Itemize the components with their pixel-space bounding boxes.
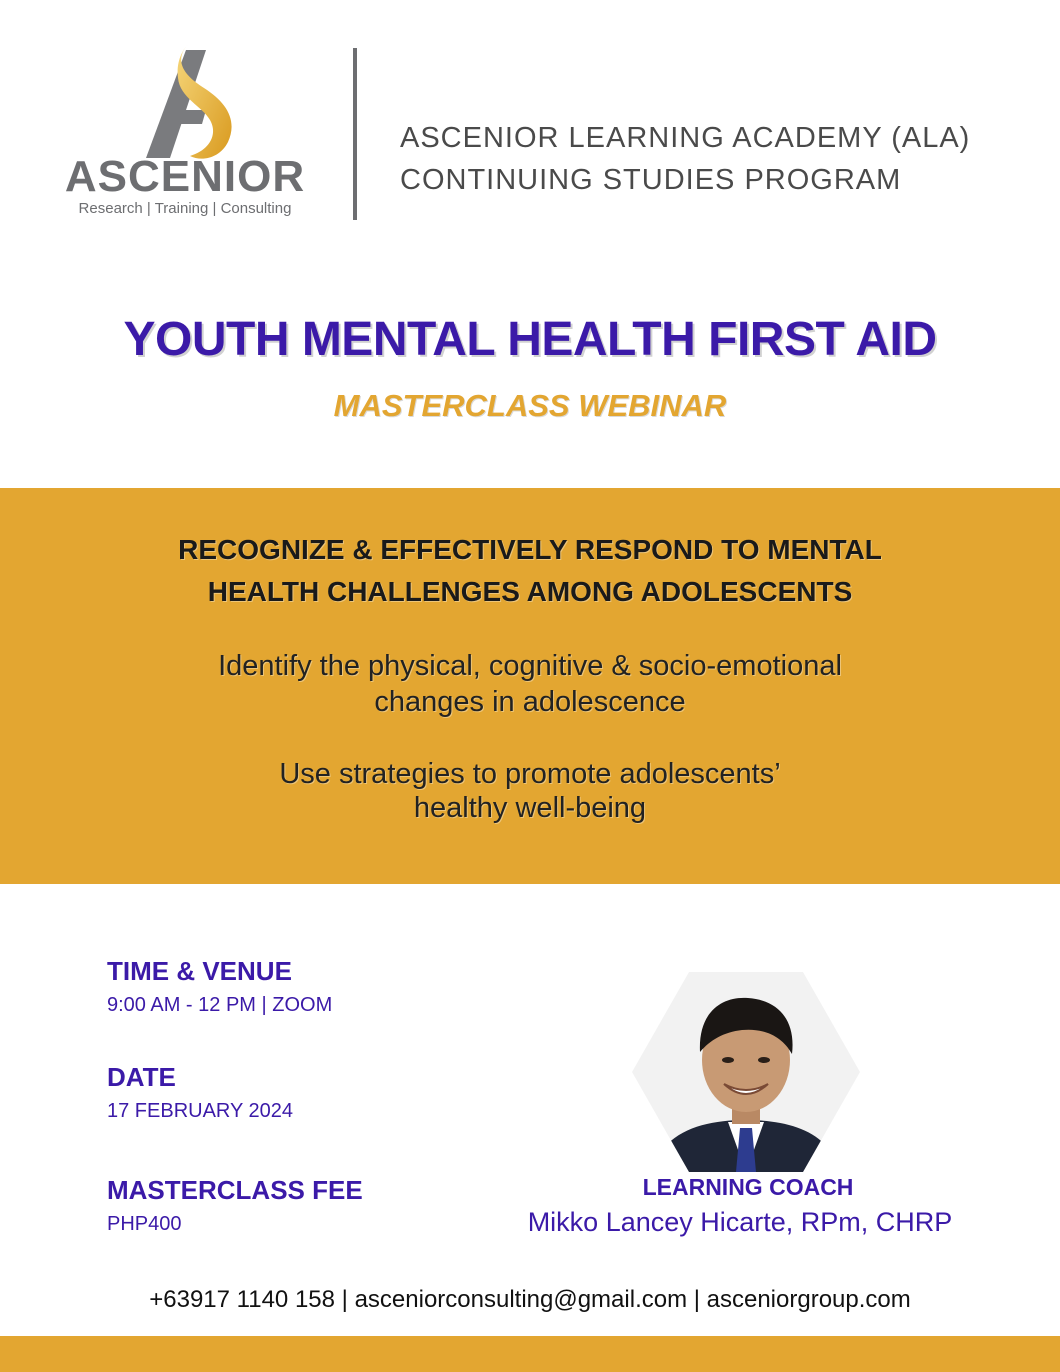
objective-item: healthy well-being (413, 792, 647, 824)
objective-item: changes in adolescence (374, 686, 686, 718)
program-name: CONTINUING STUDIES PROGRAM (400, 164, 902, 196)
header-divider (353, 48, 357, 220)
ascenior-logo-icon (140, 40, 250, 165)
coach-name: Mikko Lancey Hicarte, RPm, CHRP (527, 1207, 953, 1237)
coach-label: LEARNING COACH (642, 1174, 854, 1200)
brand-tagline: Research | Training | Consulting (78, 200, 292, 217)
page-title: YOUTH MENTAL HEALTH FIRST AID (123, 313, 937, 366)
time-venue-label: TIME & VENUE (107, 956, 292, 986)
objective-item: Use strategies to promote adolescents’ (279, 758, 781, 790)
time-venue-value: 9:00 AM - 12 PM | ZOOM (107, 994, 333, 1016)
contact-info: +63917 1140 158 | asceniorconsulting@gmail.com | asceniorgroup.com (149, 1286, 911, 1313)
page-subtitle: MASTERCLASS WEBINAR (333, 388, 727, 423)
objectives-headline: HEALTH CHALLENGES AMONG ADOLESCENTS (207, 576, 853, 607)
footer-band (0, 1336, 1060, 1372)
fee-label: MASTERCLASS FEE (107, 1175, 363, 1205)
date-label: DATE (107, 1062, 176, 1092)
objectives-headline: RECOGNIZE & EFFECTIVELY RESPOND TO MENTAL (178, 534, 882, 565)
coach-photo (632, 972, 860, 1172)
org-name: ASCENIOR LEARNING ACADEMY (ALA) (400, 122, 971, 154)
fee-value: PHP400 (107, 1213, 182, 1235)
objective-item: Identify the physical, cognitive & socio-emotional (218, 650, 842, 682)
date-value: 17 FEBRUARY 2024 (107, 1100, 294, 1122)
brand-name: ASCENIOR (64, 152, 306, 201)
